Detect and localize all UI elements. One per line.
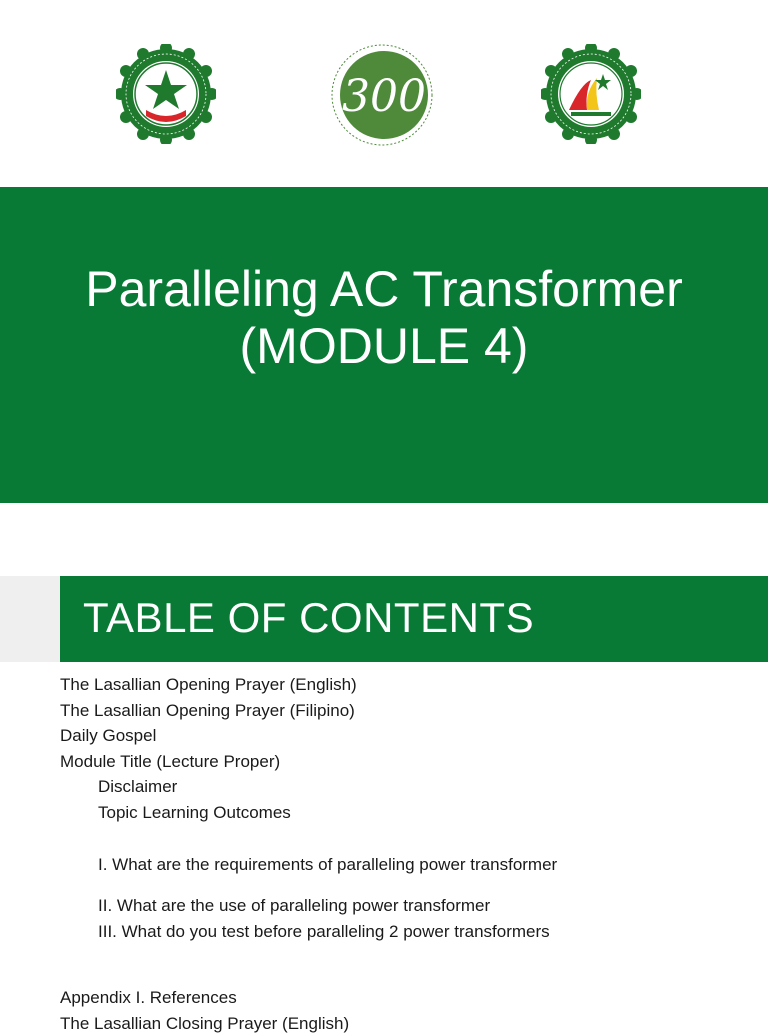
toc-item-disclaimer: Disclaimer xyxy=(98,777,178,796)
toc-item-section-1: I. What are the requirements of paralleling power transformer xyxy=(98,855,558,874)
module-title xyxy=(0,261,768,375)
toc-item-appendix-references: Appendix I. References xyxy=(60,988,237,1007)
toc-item-opening-prayer-english: The Lasallian Opening Prayer (English) xyxy=(60,675,357,694)
toc-item-topic-learning-outcomes: Topic Learning Outcomes xyxy=(98,803,291,822)
toc-item-closing-prayer-english: The Lasallian Closing Prayer (English) xyxy=(60,1014,350,1033)
dls-300-anniversary-logo xyxy=(328,43,436,147)
300-numeral: 300 xyxy=(342,71,426,122)
dlsud-seal-logo xyxy=(116,44,216,144)
toc-left-band xyxy=(0,576,60,662)
toc-header xyxy=(60,576,768,662)
toc-item-opening-prayer-filipino: The Lasallian Opening Prayer (Filipino) xyxy=(60,701,355,720)
toc-item-section-3: III. What do you test before paralleling 2 power transformers xyxy=(98,922,550,941)
toc-heading: TABLE OF CONTENTS xyxy=(83,594,535,641)
module-title-line1: Paralleling AC Transformer xyxy=(85,261,683,317)
toc-item-section-2: II. What are the use of paralleling power transformer xyxy=(98,896,491,915)
title-banner xyxy=(0,187,768,503)
toc-item-daily-gospel: Daily Gospel xyxy=(60,726,157,745)
logo-row xyxy=(0,0,768,187)
toc-item-module-title: Module Title (Lecture Proper) xyxy=(60,752,281,771)
module-title-line2: (MODULE 4) xyxy=(239,318,529,374)
ceat-seal-logo xyxy=(541,44,641,144)
